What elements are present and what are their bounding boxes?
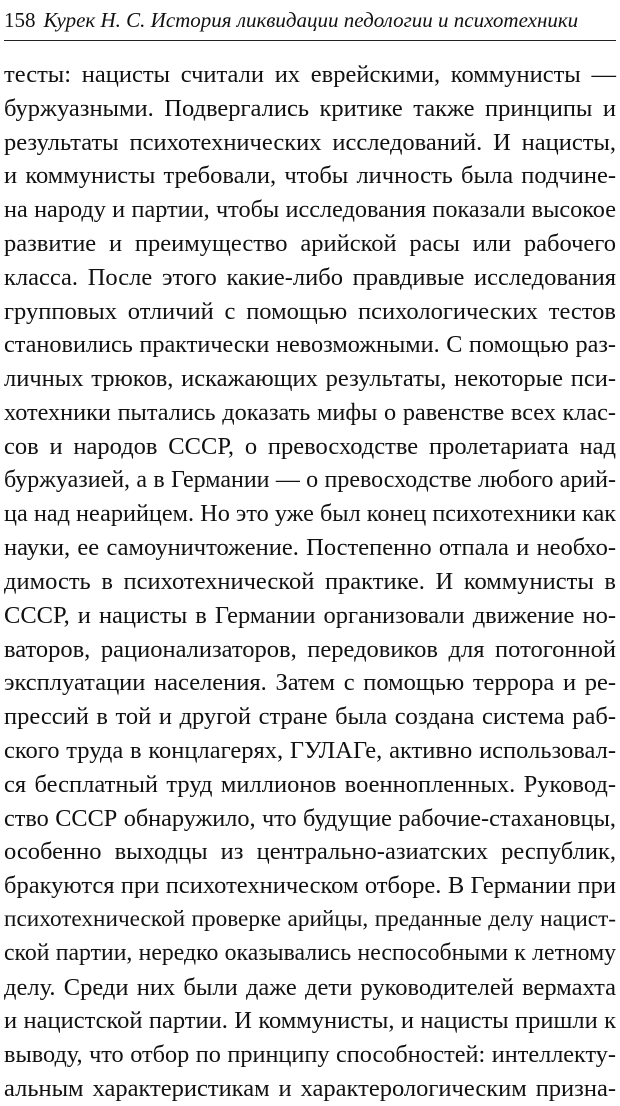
text-line: прессий в той и другой стране была создана система раб- xyxy=(4,703,616,731)
text-line: буржуазными. Подвергались критике также принципы и xyxy=(4,94,616,122)
text-line: развитие и преимущество арийской расы или рабочего xyxy=(4,229,616,257)
text-line: буржуазией, а в Германии — о превосходстве любого арий- xyxy=(4,466,616,493)
text-line: класса. После этого какие-либо правдивые исследования xyxy=(4,263,616,291)
text-line: альным характеристикам и характерологическим призна- xyxy=(4,1074,616,1102)
text-line: тесты: нацисты считали их еврейскими, коммунисты — xyxy=(4,61,616,88)
text-line: ся бесплатный труд миллионов военнопленных. Руковод- xyxy=(4,770,616,798)
running-header xyxy=(4,4,616,41)
text-line: эксплуатации населения. Затем с помощью террора и ре- xyxy=(4,669,616,697)
text-line: ваторов, рационализаторов, передовиков для потогонной xyxy=(4,635,616,663)
text-line: выводу, что отбор по принципу способностей: интеллекту- xyxy=(4,1041,616,1069)
text-line: ца над неарийцем. Но это уже был конец психотехники как xyxy=(4,500,616,528)
text-line: ство СССР обнаружило, что будущие рабочие-стахановцы, xyxy=(4,804,616,832)
text-line: ского труда в концлагерях, ГУЛАГе, активно использовал- xyxy=(4,736,616,764)
text-line: СССР, и нацисты в Германии организовали движение но- xyxy=(4,601,616,629)
body-text xyxy=(4,58,616,1106)
text-line: бракуются при психотехническом отборе. В Германии при xyxy=(4,872,616,900)
text-line: и нацистской партии. И коммунисты, и нацисты пришли к xyxy=(4,1007,616,1035)
text-line: личных трюков, искажающих результаты, некоторые пси- xyxy=(4,365,616,393)
text-line: ской партии, нередко оказывались неспособными к летному xyxy=(4,939,616,966)
text-line: становились практически невозможными. С помощью раз- xyxy=(4,331,616,359)
running-title: Курек Н. С. История ликвидации педологии и психотехники xyxy=(43,8,579,32)
page-number: 158 xyxy=(4,8,36,32)
text-line: на народу и партии, чтобы исследования показали высокое xyxy=(4,196,616,224)
text-line: групповых отличий с помощью психологических тестов xyxy=(4,297,616,325)
text-line: делу. Среди них были даже дети руководителей вермахта xyxy=(4,973,616,1001)
text-line: сов и народов СССР, о превосходстве пролетариата над xyxy=(4,432,616,460)
text-line: димость в психотехнической практике. И коммунисты в xyxy=(4,567,616,595)
text-line: хотехники пытались доказать мифы о равенстве всех клас- xyxy=(4,398,616,426)
text-line: особенно выходцы из центрально-азиатских республик, xyxy=(4,838,616,866)
text-line: науки, ее самоуничтожение. Постепенно отпала и необхо- xyxy=(4,534,616,562)
text-line: и коммунисты требовали, чтобы личность была подчине- xyxy=(4,162,616,190)
text-line: результаты психотехнических исследований. И нацисты, xyxy=(4,128,616,156)
text-line: психотехнической проверке арийцы, преданные делу нацист- xyxy=(4,905,616,932)
